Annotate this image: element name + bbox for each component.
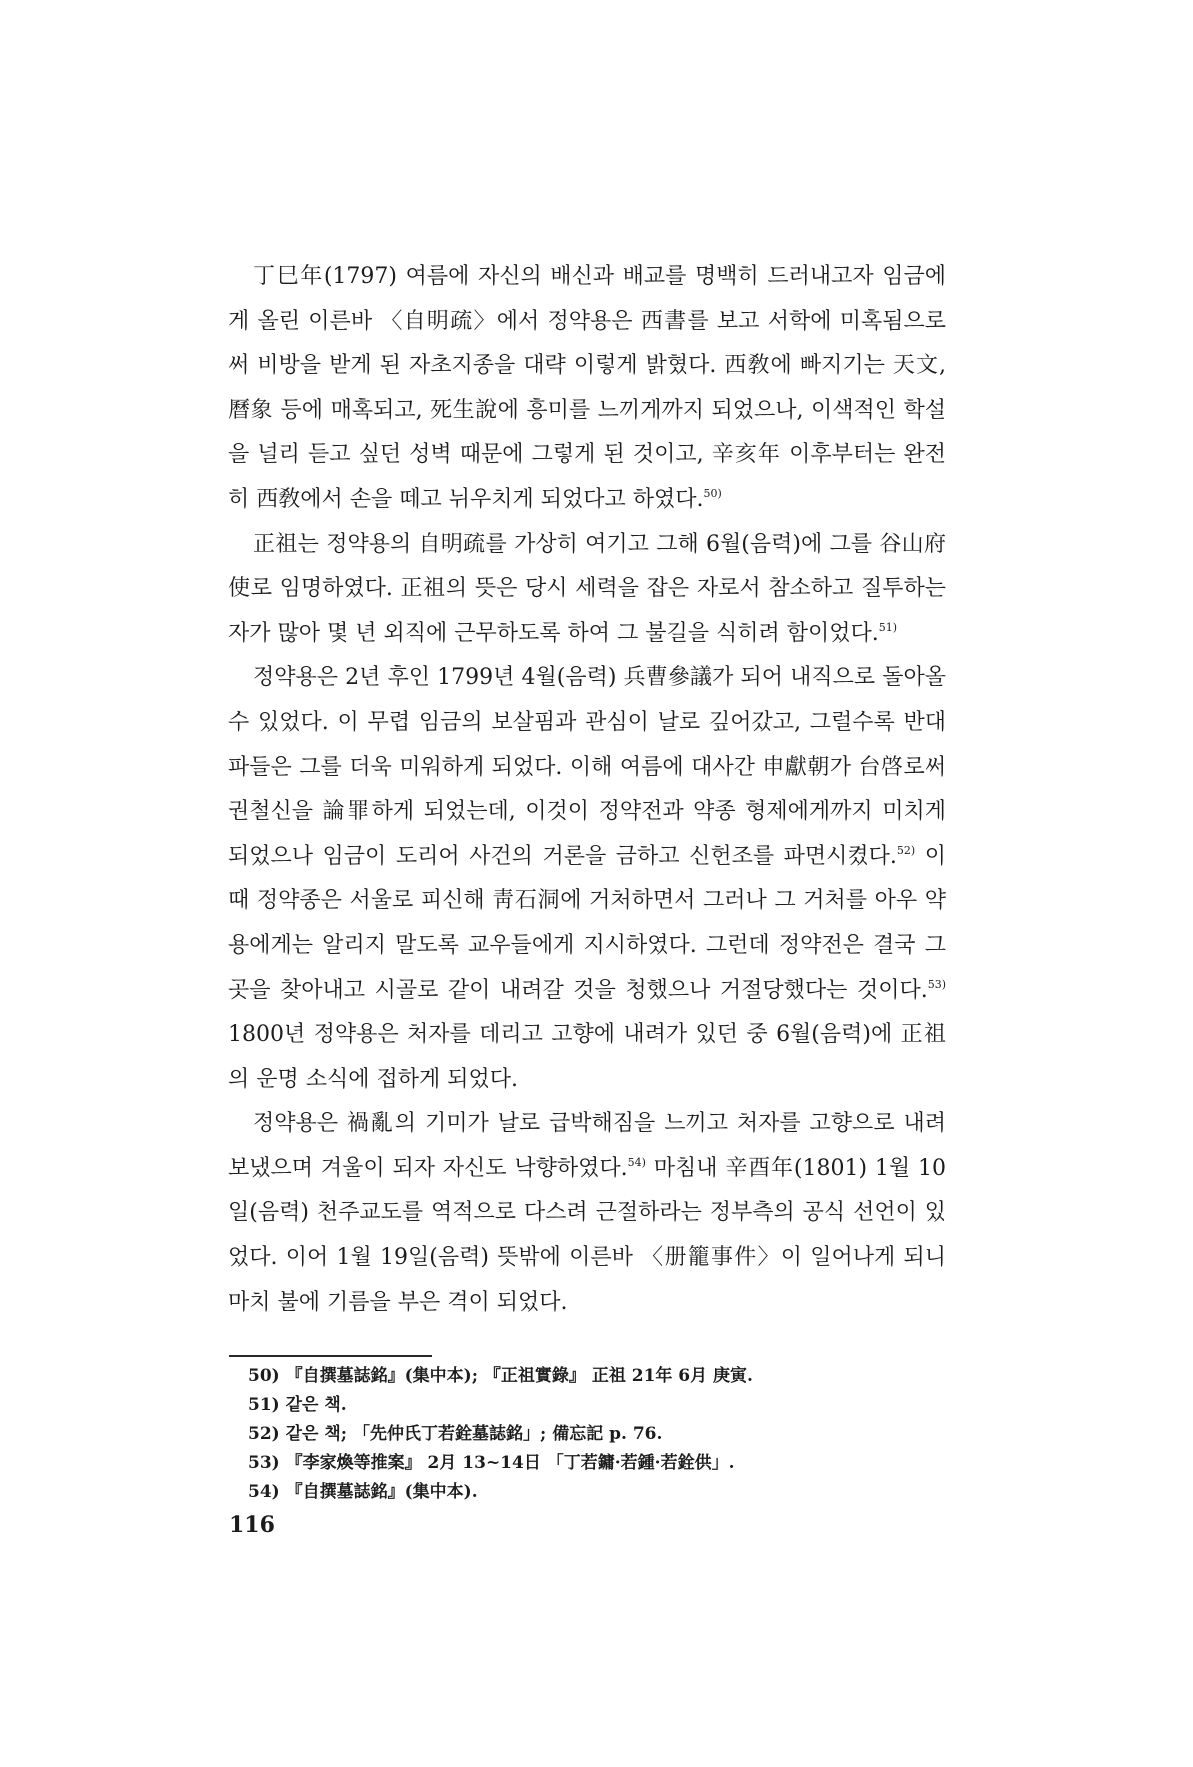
footnote-ref-53: 53)	[927, 977, 946, 991]
paragraph-2	[228, 523, 946, 657]
footnote-51: 51) 같은 책.	[248, 1395, 347, 1415]
paragraph-text: 丁巳年(1797) 여름에 자신의 배신과 배교를 명백히 드러내고자 임금에게 올린 이른바 〈自明疏〉에서 정약용은 西書를 보고 서학에 미혹됨으로써 비방을 받게 된 자초지종을 대략 이렇게 밝혔다. 西敎에 빠지기는 天文, 曆象 등에 매혹되고, 死生說에 흥미를 느끼게까지 되었으나, 이색적인 학설을 널리 듣고 싶던 성벽 때문에 그렇게 된 것이고, 辛亥年 이후부터는 완전히 西敎에서 손을 떼고 뉘우치게 되었다고 하였다.	[228, 264, 946, 512]
footnote-53: 53) 『李家煥等推案』 2月 13~14日 「丁若鏞·若鍾·若銓供」.	[248, 1453, 735, 1473]
page-number: 116	[229, 1512, 275, 1538]
footnote-divider	[229, 1355, 432, 1357]
footnote-ref-50: 50)	[703, 486, 722, 500]
footnote-52: 52) 같은 책; 「先仲氏丁若銓墓誌銘」; 備忘記 p. 76.	[248, 1424, 663, 1444]
footnotes	[248, 1362, 948, 1507]
paragraph-3	[228, 656, 946, 1102]
body-text	[228, 255, 946, 1325]
paragraph-text-tail: 1800년 정약용은 처자를 데리고 고향에 내려가 있던 중 6월(음력)에 正祖의 운명 소식에 접하게 되었다.	[228, 1022, 946, 1092]
footnote-54: 54) 『自撰墓誌銘』(集中本).	[248, 1482, 478, 1502]
paragraph-1	[228, 255, 946, 523]
paragraph-text-continued: 마침내 辛酉年(1801) 1월 10일(음력) 천주교도를 역적으로 다스려 근절하라는 정부측의 공식 선언이 있었다. 이어 1월 19일(음력) 뜻밖에 이른바 〈册籠事件〉이 일어나게 되니 마치 불에 기름을 부은 격이 되었다.	[228, 1155, 946, 1315]
footnote-ref-54: 54)	[627, 1155, 646, 1169]
footnote-ref-51: 51)	[878, 620, 898, 634]
footnote-ref-52: 52)	[896, 843, 916, 857]
footnote-50: 50) 『自撰墓誌銘』(集中本); 『正祖實錄』 正祖 21年 6月 庚寅.	[248, 1366, 753, 1386]
paragraph-text-continued: 이때 정약종은 서울로 피신해 靑石洞에 거처하면서 그러나 그 거처를 아우 약용에게는 알리지 말도록 교우들에게 지시하였다. 그런데 정약전은 결국 그곳을 찾아내고 시골로 같이 내려갈 것을 청했으나 거절당했다는 것이다.	[228, 843, 946, 1003]
paragraph-text: 正祖는 정약용의 自明疏를 가상히 여기고 그해 6월(음력)에 그를 谷山府使로 임명하였다. 正祖의 뜻은 당시 세력을 잡은 자로서 참소하고 질투하는 자가 많아 몇 년 외직에 근무하도록 하여 그 불길을 식히려 함이었다.	[228, 531, 946, 646]
paragraph-text: 정약용은 2년 후인 1799년 4월(음력) 兵曹參議가 되어 내직으로 돌아올 수 있었다. 이 무렵 임금의 보살핌과 관심이 날로 깊어갔고, 그럴수록 반대파들은 그를 더욱 미워하게 되었다. 이해 여름에 대사간 申獻朝가 台啓로써 권철신을 論罪하게 되었는데, 이것이 정약전과 약종 형제에게까지 미치게 되었으나 임금이 도리어 사건의 거론을 금하고 신헌조를 파면시켰다.	[228, 665, 946, 869]
paragraph-text: 정약용은 禍亂의 기미가 날로 급박해짐을 느끼고 처자를 고향으로 내려보냈으며 겨울이 되자 자신도 낙향하였다.	[228, 1111, 946, 1181]
paragraph-4	[228, 1102, 946, 1325]
